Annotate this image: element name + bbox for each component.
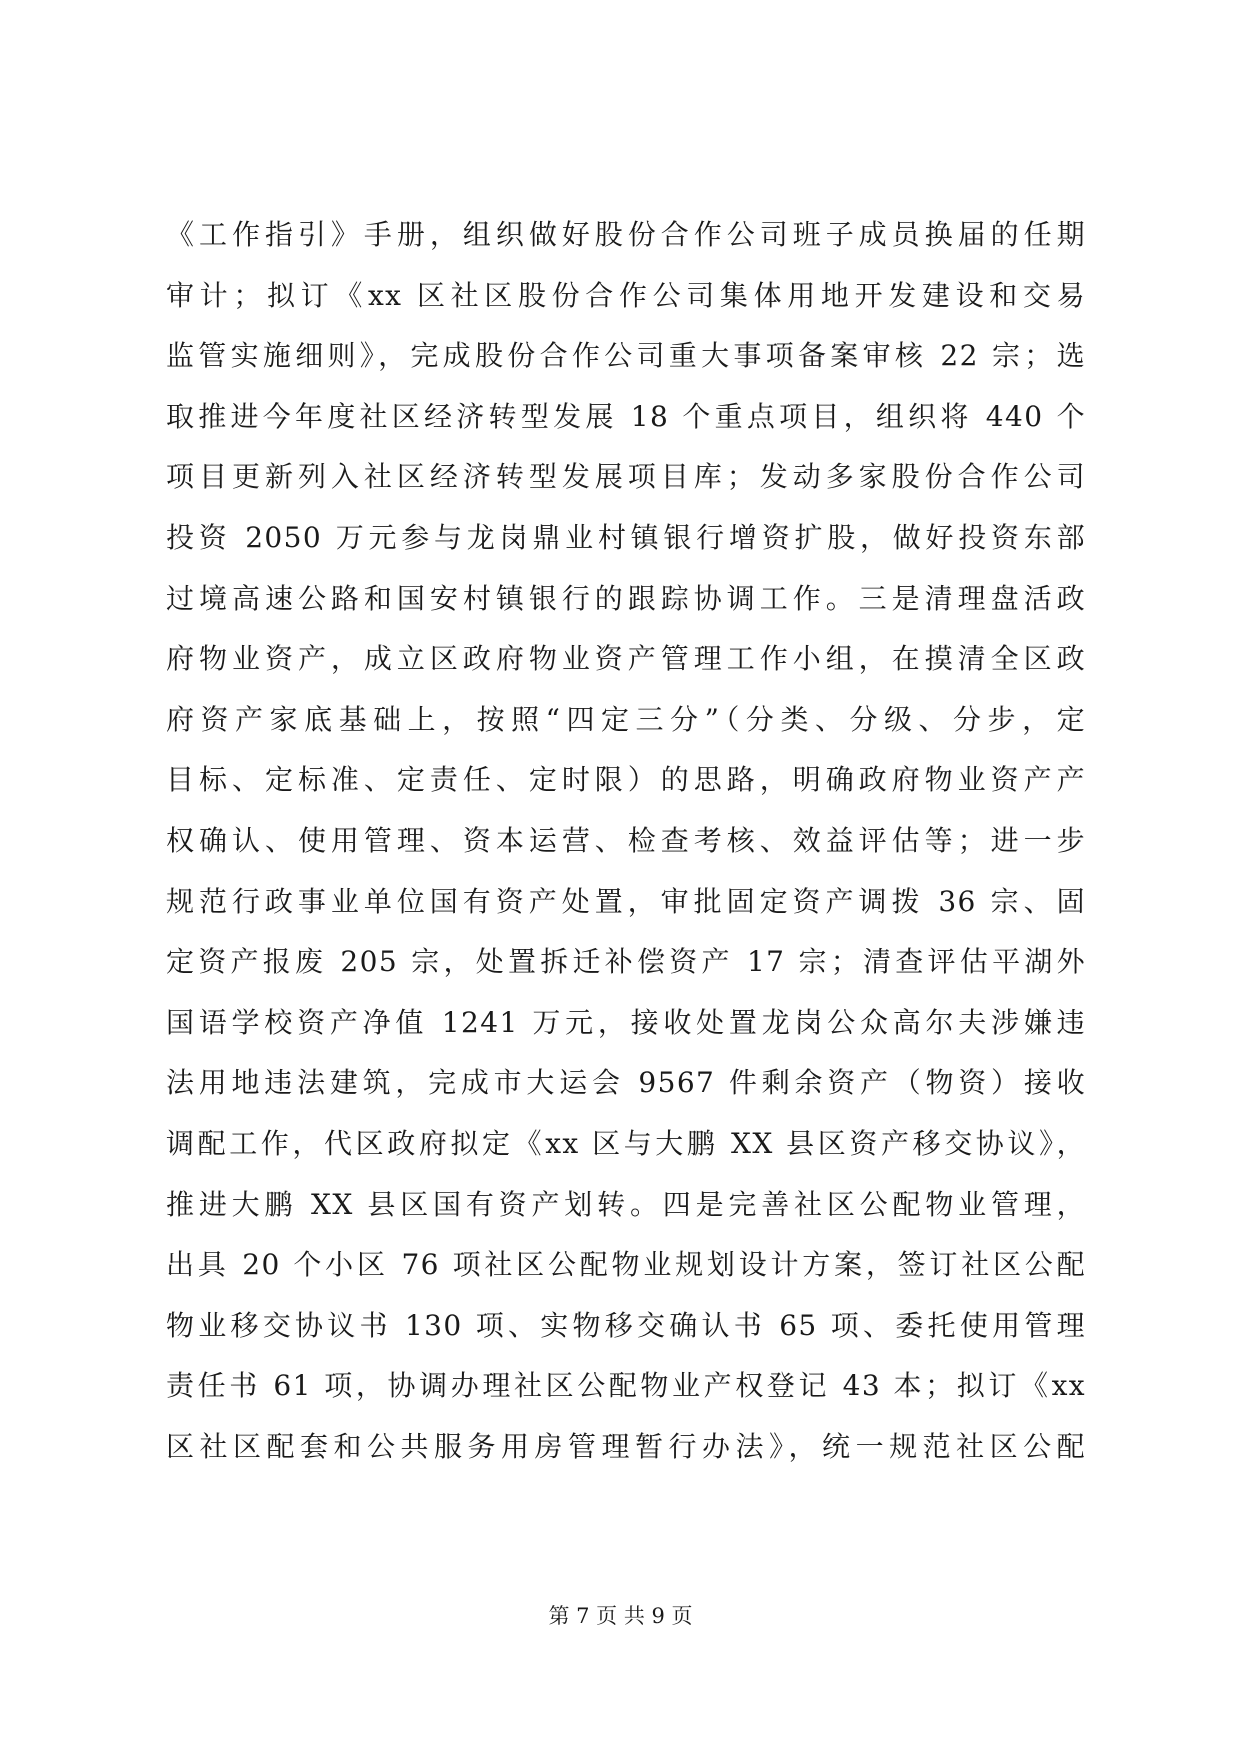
body-paragraph	[166, 205, 1086, 1477]
text-line: 权确认、使用管理、资本运营、检查考核、效益评估等；进一步	[166, 823, 1086, 857]
text-line: 《工作指引》手册，组织做好股份合作公司班子成员换届的任期	[166, 218, 1086, 251]
text-line: 投资 2050 万元参与龙岗鼎业村镇银行增资扩股，做好投资东部	[166, 520, 1086, 554]
text-line: 法用地违法建筑，完成市大运会 9567 件剩余资产（物资）接收	[166, 1066, 1086, 1100]
text-line: 审计；拟订《xx 区社区股份合作公司集体用地开发建设和交易	[166, 278, 1086, 312]
page-number-footer: 第 7 页 共 9 页	[548, 1604, 693, 1628]
text-line: 出具 20 个小区 76 项社区公配物业规划设计方案，签订社区公配	[166, 1248, 1086, 1282]
text-line: 目标、定标准、定责任、定时限）的思路，明确政府物业资产产	[166, 763, 1086, 797]
text-line: 区社区配套和公共服务用房管理暂行办法》，统一规范社区公配	[166, 1429, 1086, 1463]
text-line: 府物业资产，成立区政府物业资产管理工作小组，在摸清全区政	[166, 642, 1086, 676]
text-line: 调配工作，代区政府拟定《xx 区与大鹏 XX 县区资产移交协议》，	[166, 1126, 1086, 1160]
text-line: 取推进今年度社区经济转型发展 18 个重点项目，组织将 440 个	[166, 399, 1086, 433]
text-line: 物业移交协议书 130 项、实物移交确认书 65 项、委托使用管理	[166, 1308, 1086, 1342]
text-line: 项目更新列入社区经济转型发展项目库；发动多家股份合作公司	[166, 460, 1086, 494]
text-line: 监管实施细则》，完成股份合作公司重大事项备案审核 22 宗；选	[166, 339, 1086, 373]
text-line: 国语学校资产净值 1241 万元，接收处置龙岗公众高尔夫涉嫌违	[166, 1005, 1086, 1039]
text-line: 府资产家底基础上，按照“四定三分”（分类、分级、分步，定	[166, 702, 1086, 736]
text-line: 责任书 61 项，协调办理社区公配物业产权登记 43 本；拟订《xx	[166, 1369, 1086, 1403]
text-line: 规范行政事业单位国有资产处置，审批固定资产调拨 36 宗、固	[166, 884, 1086, 918]
text-line: 定资产报废 205 宗，处置拆迁补偿资产 17 宗；清查评估平湖外	[166, 945, 1086, 979]
text-line: 推进大鹏 XX 县区国有资产划转。四是完善社区公配物业管理，	[166, 1187, 1086, 1221]
text-line: 过境高速公路和国安村镇银行的跟踪协调工作。三是清理盘活政	[166, 581, 1086, 615]
